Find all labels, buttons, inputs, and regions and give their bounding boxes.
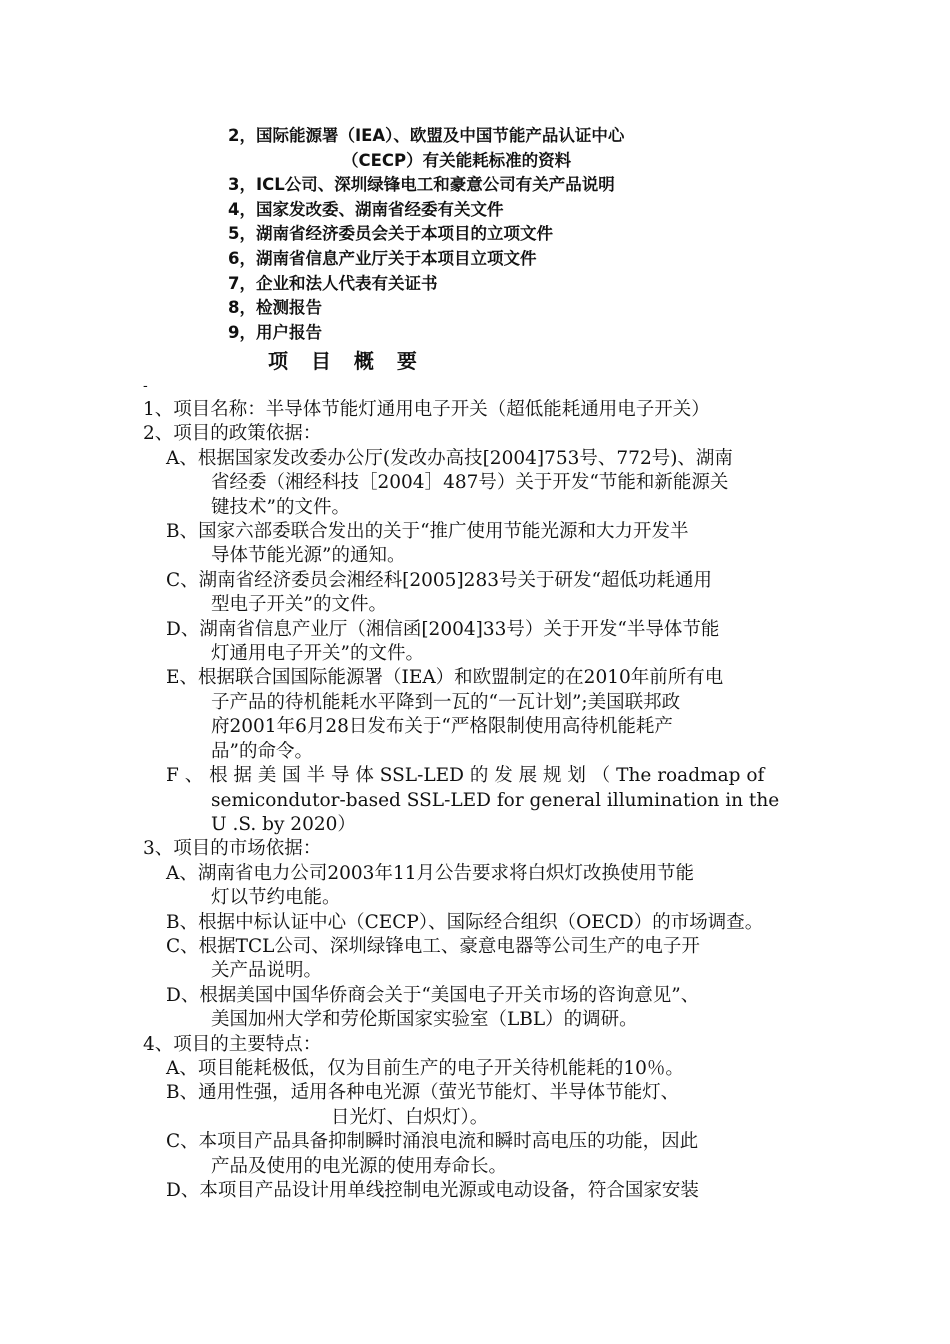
attachment-8: 8，检测报告	[228, 298, 322, 318]
policy-item-e: E、根据联合国国际能源署（IEA）和欧盟制定的在2010年前所有电 子产品的待机能耗水平降到一瓦的“一瓦计划”;美国联邦政 府2001年6月28日发布关于“严格限制使用高待机能耗产 品”的命令。	[166, 667, 724, 762]
policy-item-b: B、国家六部委联合发出的关于“推广使用节能光源和大力开发半 导体节能光源”的通知。	[166, 521, 689, 567]
attachment-2: 2，国际能源署（IEA）、欧盟及中国节能产品认证中心 （CECP）有关能耗标准的资料	[228, 126, 625, 170]
section-main-features: 4、项目的主要特点：	[143, 1033, 322, 1055]
attachment-9: 9，用户报告	[228, 322, 322, 342]
feature-item-d: D、本项目产品设计用单线控制电光源或电动设备，符合国家安装	[166, 1180, 699, 1201]
summary-body	[143, 398, 821, 1203]
summary-title: 项 目 概 要	[268, 349, 425, 373]
market-item-c: C、根据TCL公司、深圳绿锋电工、豪意电器等公司生产的电子开 关产品说明。	[166, 935, 700, 982]
feature-item-a: A、项目能耗极低，仅为目前生产的电子开关待机能耗的10％。	[166, 1057, 684, 1079]
feature-item-b: B、通用性强，适用各种电光源（萤光节能灯、半导体节能灯、 日光灯、白炽灯）。	[166, 1082, 680, 1128]
policy-item-a: A、根据国家发改委办公厅(发改办高技[2004]753号、772号)、湖南 省经委（湘经科技［2004］487号）关于开发“节能和新能源关 键技术”的文件。	[166, 447, 733, 518]
policy-item-d: D、湖南省信息产业厅（湘信函[2004]33号）关于开发“半导体节能 灯通用电子开关”的文件。	[166, 618, 720, 665]
policy-item-f: F 、 根 据 美 国 半 导 体 SSL-LED 的 发 展 规 划 （ The roadmap of semicondutor-based SSL-LED for general illumination in the U .S. by 2020）	[166, 765, 780, 835]
attachment-6: 6，湖南省信息产业厅关于本项目立项文件	[228, 248, 537, 268]
stray-dash: -	[143, 378, 148, 394]
section-project-name: 1、项目名称：半导体节能灯通用电子开关（超低能耗通用电子开关）	[143, 399, 710, 420]
market-item-b: B、根据中标认证中心（CECP）、国际经合组织（OECD）的市场调查。	[166, 911, 764, 933]
section-policy-basis: 2、项目的政策依据：	[143, 423, 322, 445]
market-item-a: A、湖南省电力公司2003年11月公告要求将白炽灯改换使用节能 灯以节约电能。	[166, 862, 694, 909]
feature-item-c: C、本项目产品具备抑制瞬时涌浪电流和瞬时高电压的功能，因此 产品及使用的电光源的使用寿命长。	[166, 1131, 699, 1177]
attachment-list	[228, 124, 748, 345]
section-market-basis: 3、项目的市场依据：	[143, 838, 322, 860]
attachment-7: 7，企业和法人代表有关证书	[228, 273, 438, 293]
policy-item-c: C、湖南省经济委员会湘经科[2005]283号关于研发“超低功耗通用 型电子开关”的文件。	[166, 569, 712, 616]
attachment-5: 5，湖南省经济委员会关于本项目的立项文件	[228, 224, 553, 244]
market-item-d: D、根据美国中国华侨商会关于“美国电子开关市场的咨询意见”、 美国加州大学和劳伦斯国家实验室（LBL）的调研。	[166, 984, 700, 1031]
attachment-4: 4，国家发改委、湖南省经委有关文件	[228, 199, 504, 219]
attachment-3: 3，ICL公司、深圳绿锋电工和豪意公司有关产品说明	[228, 175, 615, 195]
